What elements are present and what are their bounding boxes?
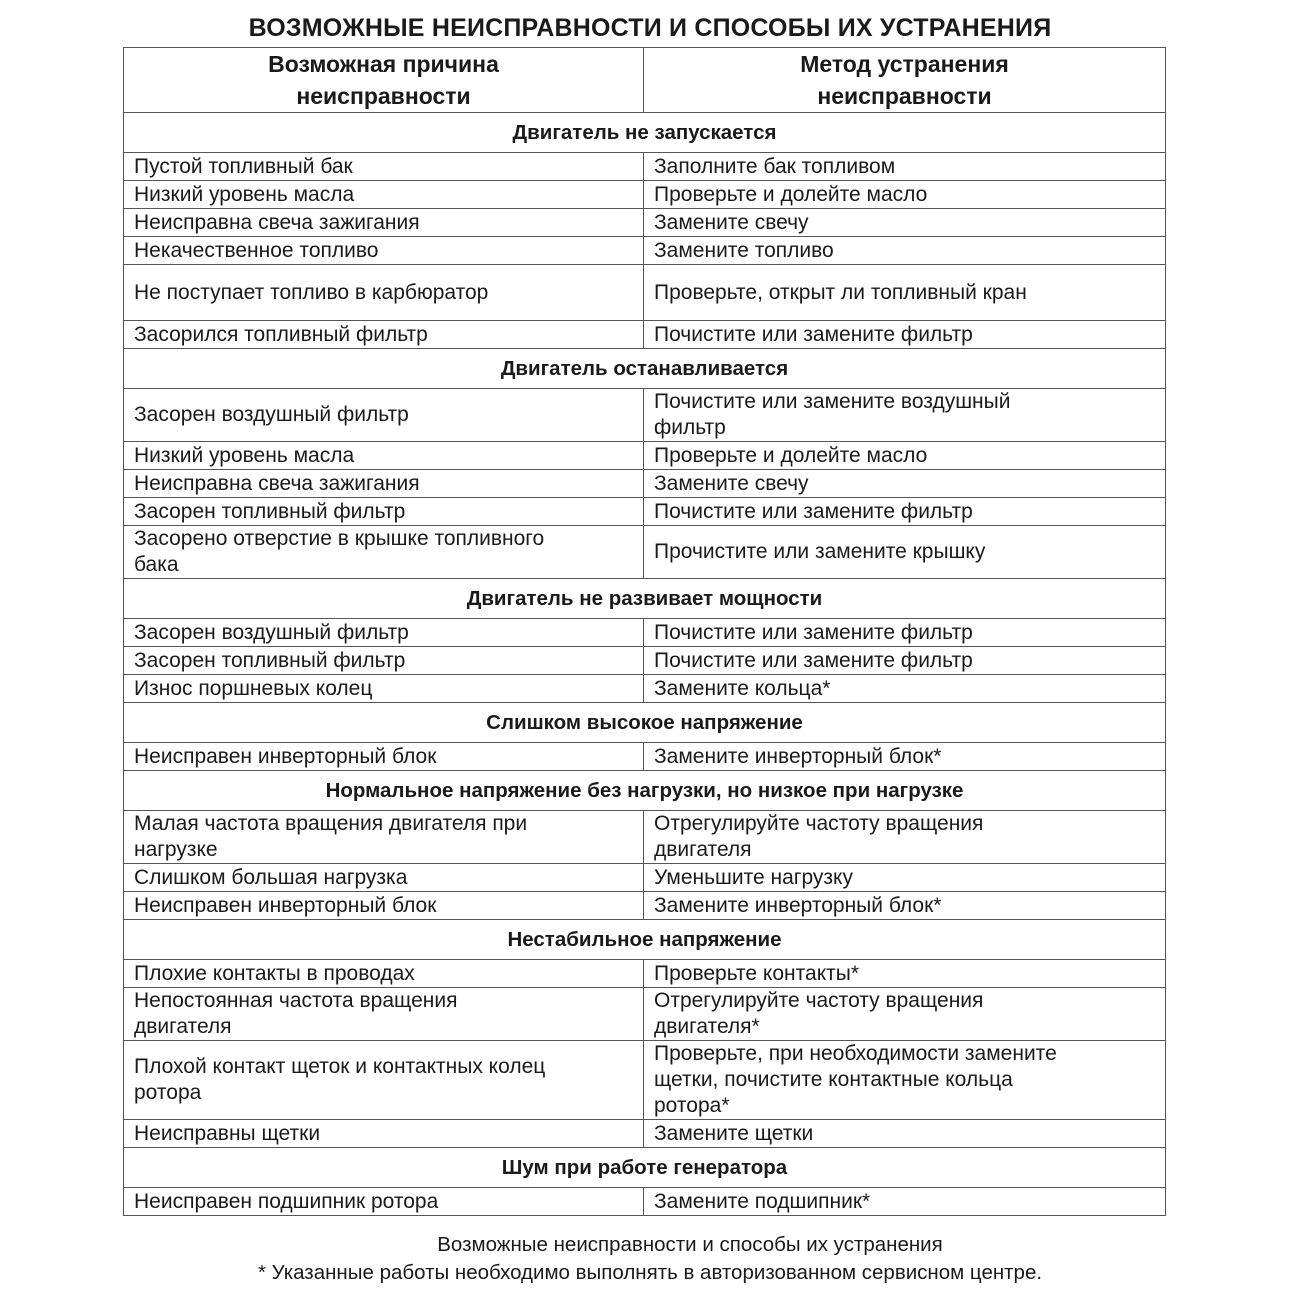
header-remedy: Метод устранения неисправности bbox=[644, 48, 1166, 113]
section-title: Шум при работе генератора bbox=[124, 1148, 1166, 1188]
section-title: Двигатель не развивает мощности bbox=[124, 579, 1166, 619]
remedy-cell: Почистите или замените фильтр bbox=[644, 647, 1166, 675]
remedy-cell: Отрегулируйте частоту вращения двигателя bbox=[644, 811, 1166, 864]
table-row bbox=[124, 1120, 1166, 1148]
table-row bbox=[124, 181, 1166, 209]
remedy-cell: Проверьте и долейте масло bbox=[644, 181, 1166, 209]
section-title: Нормальное напряжение без нагрузки, но низкое при нагрузке bbox=[124, 771, 1166, 811]
section-row bbox=[124, 1148, 1166, 1188]
table-row bbox=[124, 988, 1166, 1041]
table-row bbox=[124, 619, 1166, 647]
table-row bbox=[124, 265, 1166, 321]
remedy-cell: Замените свечу bbox=[644, 470, 1166, 498]
table-row bbox=[124, 442, 1166, 470]
remedy-cell: Почистите или замените фильтр bbox=[644, 619, 1166, 647]
section-title: Двигатель останавливается bbox=[124, 349, 1166, 389]
table-caption: Возможные неисправности и способы их устранения bbox=[437, 1233, 943, 1256]
cause-cell: Износ поршневых колец bbox=[124, 675, 644, 703]
table-row bbox=[124, 960, 1166, 988]
section-row bbox=[124, 113, 1166, 153]
table-row bbox=[124, 470, 1166, 498]
table-header-row bbox=[124, 48, 1166, 113]
table-row bbox=[124, 498, 1166, 526]
cause-cell: Засорен топливный фильтр bbox=[124, 647, 644, 675]
cause-cell: Малая частота вращения двигателя при нагрузке bbox=[124, 811, 644, 864]
cause-cell: Засорен воздушный фильтр bbox=[124, 619, 644, 647]
table-row bbox=[124, 1188, 1166, 1216]
remedy-cell: Замените инверторный блок* bbox=[644, 892, 1166, 920]
remedy-cell: Проверьте, при необходимости замените щетки, почистите контактные кольца ротора* bbox=[644, 1041, 1166, 1120]
cause-cell: Неисправна свеча зажигания bbox=[124, 470, 644, 498]
document-title: ВОЗМОЖНЫЕ НЕИСПРАВНОСТИ И СПОСОБЫ ИХ УСТРАНЕНИЯ bbox=[248, 14, 1052, 42]
table-row bbox=[124, 864, 1166, 892]
cause-cell: Не поступает топливо в карбюратор bbox=[124, 265, 644, 321]
table-row bbox=[124, 647, 1166, 675]
section-title: Нестабильное напряжение bbox=[124, 920, 1166, 960]
table-row bbox=[124, 153, 1166, 181]
remedy-cell: Замените инверторный блок* bbox=[644, 743, 1166, 771]
header-cause: Возможная причина неисправности bbox=[124, 48, 644, 113]
cause-cell: Непостоянная частота вращения двигателя bbox=[124, 988, 644, 1041]
troubleshooting-table bbox=[123, 47, 1166, 1216]
table-row bbox=[124, 811, 1166, 864]
cause-cell: Засорен топливный фильтр bbox=[124, 498, 644, 526]
section-title: Двигатель не запускается bbox=[124, 113, 1166, 153]
remedy-cell: Отрегулируйте частоту вращения двигателя* bbox=[644, 988, 1166, 1041]
table-row bbox=[124, 526, 1166, 579]
section-row bbox=[124, 920, 1166, 960]
table-row bbox=[124, 237, 1166, 265]
remedy-cell: Замените подшипник* bbox=[644, 1188, 1166, 1216]
remedy-cell: Заполните бак топливом bbox=[644, 153, 1166, 181]
cause-cell: Неисправна свеча зажигания bbox=[124, 209, 644, 237]
cause-cell: Неисправны щетки bbox=[124, 1120, 644, 1148]
cause-cell: Засорено отверстие в крышке топливного бака bbox=[124, 526, 644, 579]
table-row bbox=[124, 209, 1166, 237]
table-row bbox=[124, 892, 1166, 920]
section-row bbox=[124, 703, 1166, 743]
cause-cell: Неисправен инверторный блок bbox=[124, 743, 644, 771]
remedy-cell: Почистите или замените фильтр bbox=[644, 498, 1166, 526]
section-row bbox=[124, 579, 1166, 619]
cause-cell: Низкий уровень масла bbox=[124, 181, 644, 209]
cause-cell: Низкий уровень масла bbox=[124, 442, 644, 470]
cause-cell: Плохой контакт щеток и контактных колец ротора bbox=[124, 1041, 644, 1120]
section-row bbox=[124, 349, 1166, 389]
cause-cell: Неисправен инверторный блок bbox=[124, 892, 644, 920]
cause-cell: Пустой топливный бак bbox=[124, 153, 644, 181]
table-row bbox=[124, 389, 1166, 442]
remedy-cell: Почистите или замените фильтр bbox=[644, 321, 1166, 349]
table-row bbox=[124, 1041, 1166, 1120]
remedy-cell: Проверьте контакты* bbox=[644, 960, 1166, 988]
table-row bbox=[124, 675, 1166, 703]
cause-cell: Засорился топливный фильтр bbox=[124, 321, 644, 349]
remedy-cell: Замените щетки bbox=[644, 1120, 1166, 1148]
remedy-cell: Проверьте, открыт ли топливный кран bbox=[644, 265, 1166, 321]
section-title: Слишком высокое напряжение bbox=[124, 703, 1166, 743]
cause-cell: Плохие контакты в проводах bbox=[124, 960, 644, 988]
remedy-cell: Уменьшите нагрузку bbox=[644, 864, 1166, 892]
remedy-cell: Проверьте и долейте масло bbox=[644, 442, 1166, 470]
section-row bbox=[124, 771, 1166, 811]
table-row bbox=[124, 743, 1166, 771]
remedy-cell: Замените свечу bbox=[644, 209, 1166, 237]
table-row bbox=[124, 321, 1166, 349]
remedy-cell: Замените кольца* bbox=[644, 675, 1166, 703]
remedy-cell: Прочистите или замените крышку bbox=[644, 526, 1166, 579]
cause-cell: Неисправен подшипник ротора bbox=[124, 1188, 644, 1216]
footnote: * Указанные работы необходимо выполнять в авторизованном сервисном центре. bbox=[257, 1261, 1043, 1284]
cause-cell: Некачественное топливо bbox=[124, 237, 644, 265]
remedy-cell: Почистите или замените воздушный фильтр bbox=[644, 389, 1166, 442]
cause-cell: Слишком большая нагрузка bbox=[124, 864, 644, 892]
cause-cell: Засорен воздушный фильтр bbox=[124, 389, 644, 442]
remedy-cell: Замените топливо bbox=[644, 237, 1166, 265]
